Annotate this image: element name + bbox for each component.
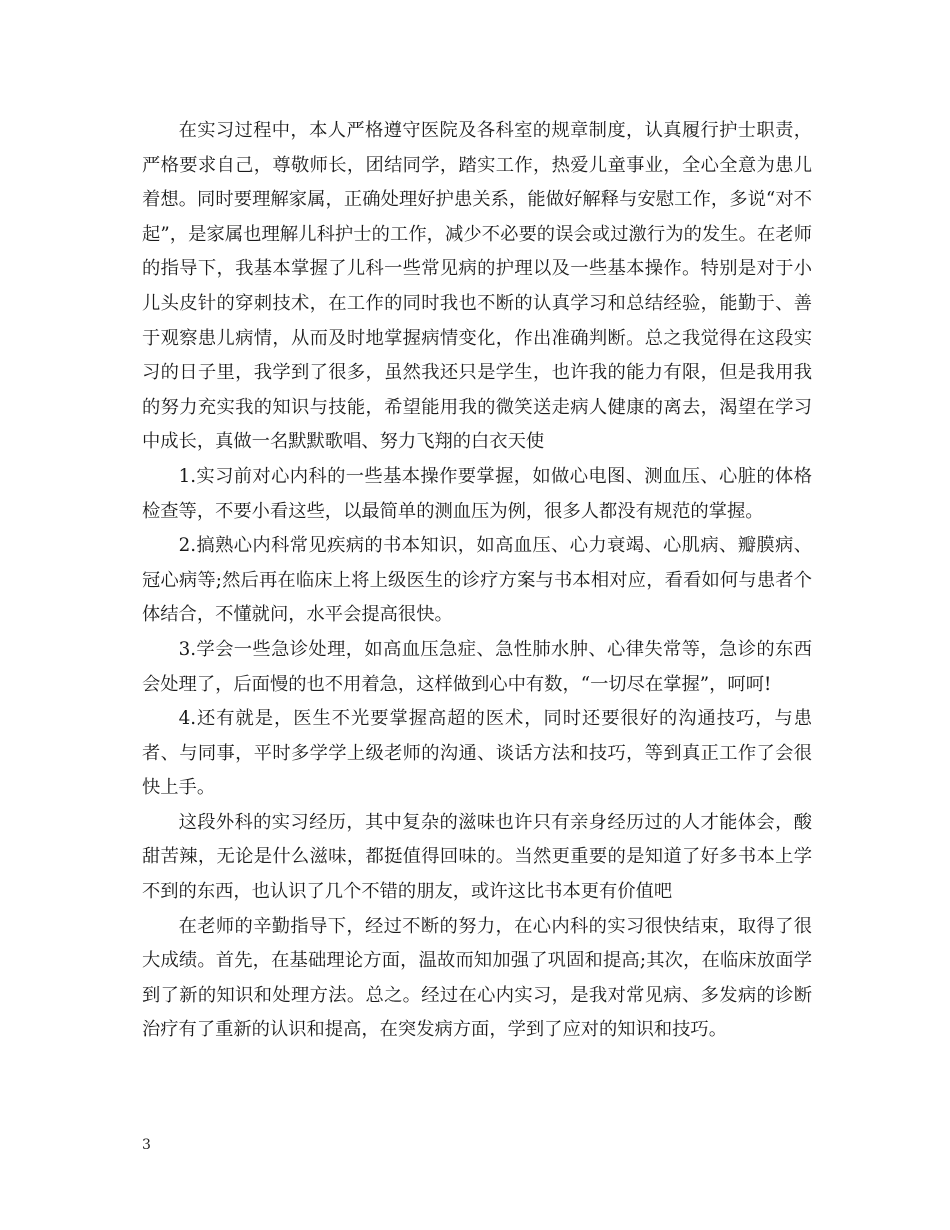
paragraph-tip-4: 4.还有就是，医生不光要掌握高超的医术，同时还要很好的沟通技巧，与患者、与同事，平时多学学上级老师的沟通、谈话方法和技巧，等到真正工作了会很快上手。 — [142, 708, 812, 799]
paragraph-surgery-reflection: 这段外科的实习经历，其中复杂的滋味也许只有亲身经历过的人才能体会，酸甜苦辣，无论是什么滋味，都挺值得回味的。当然更重要的是知道了好多书本上学不到的东西，也认识了几个不错的朋友，或许这比书本更有价值吧 — [142, 811, 812, 903]
paragraph-cardiology-conclusion: 在老师的辛勤指导下，经过不断的努力，在心内科的实习很快结束，取得了很大成绩。首先，在基础理论方面，温故而知加强了巩固和提高;其次，在临床放面学到了新的知识和处理方法。总之。经过在心内实习，是我对常见病、多发病的诊断治疗有了重新的认识和提高，在突发病方面，学到了应对的知识和技巧。 — [142, 915, 812, 1041]
paragraph-tip-2: 2.搞熟心内科常见疾病的书本知识，如高血压、心力衰竭、心肌病、瓣膜病、冠心病等;然后再在临床上将上级医生的诊疗方案与书本相对应，看看如何与患者个体结合，不懂就问，水平会提高很快。 — [142, 535, 812, 626]
paragraph-tip-1: 1.实习前对心内科的一些基本操作要掌握，如做心电图、测血压、心脏的体格检查等，不要小看这些，以最简单的测血压为例，很多人都没有规范的掌握。 — [142, 465, 812, 522]
document-body — [142, 114, 812, 1048]
paragraph-tip-3: 3.学会一些急诊处理，如高血压急症、急性肺水肿、心律失常等，急诊的东西会处理了，后面慢的也不用着急，这样做到心中有数，“一切尽在掌握”，呵呵! — [142, 638, 812, 695]
paragraph-internship-summary: 在实习过程中，本人严格遵守医院及各科室的规章制度，认真履行护士职责，严格要求自己，尊敬师长，团结同学，踏实工作，热爱儿童事业，全心全意为患儿着想。同时要理解家属，正确处理好护患关系，能做好解释与安慰工作，多说“对不起”，是家属也理解儿科护士的工作，减少不必要的误会或过激行为的发生。在老师的指导下，我基本掌握了儿科一些常见病的护理以及一些基本操作。特别是对于小儿头皮针的穿刺技术，在工作的同时我也不断的认真学习和总结经验，能勤于、善于观察患儿病情，从而及时地掌握病情变化，作出准确判断。总之我觉得在这段实习的日子里，我学到了很多，虽然我还只是学生，也许我的能力有限，但是我用我的努力充实我的知识与技能，希望能用我的微笑送走病人健康的离去，渴望在学习中成长，真做一名默默歌唱、努力飞翔的白衣天使 — [142, 120, 812, 453]
page-number: 3 — [142, 1137, 151, 1153]
